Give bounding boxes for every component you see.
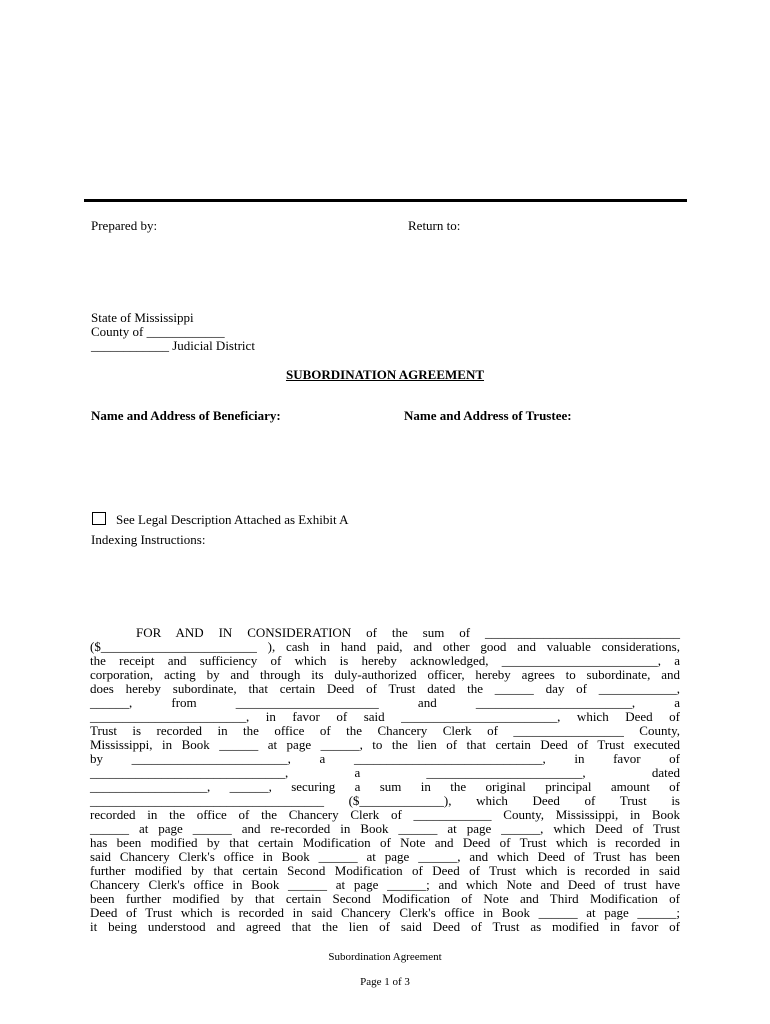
body-line: does hereby subordinate, that certain Deed of Trust dated the ______ day of ____________, — [90, 681, 680, 696]
body-line: recorded in the office of the Chancery Clerk of ____________ County, Mississippi, in Book — [90, 807, 680, 822]
body-line: further modified by that certain Second Modification of Deed of Trust which is recorded in said — [90, 863, 680, 878]
body-line: ______ at page ______ and re-recorded in Book ______ at page ______, which Deed of Trust — [90, 821, 680, 836]
prepared-by-label: Prepared by: — [91, 218, 158, 233]
body-line: ______, from ______________________ and ________________________, a — [90, 695, 680, 710]
county-line: County of ____________ — [91, 324, 225, 339]
indexing-instructions-label: Indexing Instructions: — [91, 532, 206, 547]
body-line: ____________________________________ ($_____________), which Deed of Trust is — [90, 793, 680, 808]
body-line: ($________________________ ), cash in hand paid, and other good and valuable considerations, — [90, 639, 680, 654]
agreement-body — [90, 626, 680, 934]
district-line: ____________ Judicial District — [91, 338, 255, 353]
body-line: Mississippi, in Book ______ at page ______, to the lien of that certain Deed of Trust executed — [90, 737, 680, 752]
header-rule — [84, 199, 687, 202]
body-line: __________________, ______, securing a sum in the original principal amount of — [90, 779, 680, 794]
body-line: been further modified by that certain Second Modification of Note and Third Modification of — [90, 891, 680, 906]
state-line: State of Mississippi — [91, 310, 194, 325]
return-to-label: Return to: — [408, 218, 461, 233]
body-line: by ________________________, a _____________________________, in favor of — [90, 751, 680, 766]
body-line: corporation, acting by and through its duly-authorized officer, hereby agrees to subordinate, and — [90, 667, 680, 682]
footer-doc-name: Subordination Agreement — [328, 951, 442, 963]
beneficiary-heading: Name and Address of Beneficiary: — [91, 408, 281, 423]
exhibit-label: See Legal Description Attached as Exhibit A — [116, 512, 349, 527]
body-line: Chancery Clerk's office in Book ______ at page ______; and which Note and Deed of trust have — [90, 877, 680, 892]
body-line: Trust is recorded in the office of the Chancery Clerk of _________________ County, — [90, 723, 680, 738]
body-line: the receipt and sufficiency of which is hereby acknowledged, ________________________, a — [90, 653, 680, 668]
body-line: ______________________________, a ________________________, dated — [90, 765, 680, 780]
body-line: Deed of Trust which is recorded in said Chancery Clerk's office in Book ______ at page ______; — [90, 905, 680, 920]
body-line: said Chancery Clerk's office in Book ______ at page ______, and which Deed of Trust has been — [90, 849, 680, 864]
footer-page-number: Page 1 of 3 — [360, 976, 410, 988]
exhibit-checkbox[interactable] — [92, 512, 106, 525]
document-title: SUBORDINATION AGREEMENT — [285, 367, 485, 382]
body-line: it being understood and agreed that the lien of said Deed of Trust as modified in favor of — [90, 919, 680, 934]
trustee-heading: Name and Address of Trustee: — [404, 408, 572, 423]
body-line: ________________________, in favor of said ________________________, which Deed of — [90, 709, 680, 724]
body-line: has been modified by that certain Modification of Note and Deed of Trust which is recorded in — [90, 835, 680, 850]
body-line: FOR AND IN CONSIDERATION of the sum of ______________________________ — [136, 625, 680, 640]
